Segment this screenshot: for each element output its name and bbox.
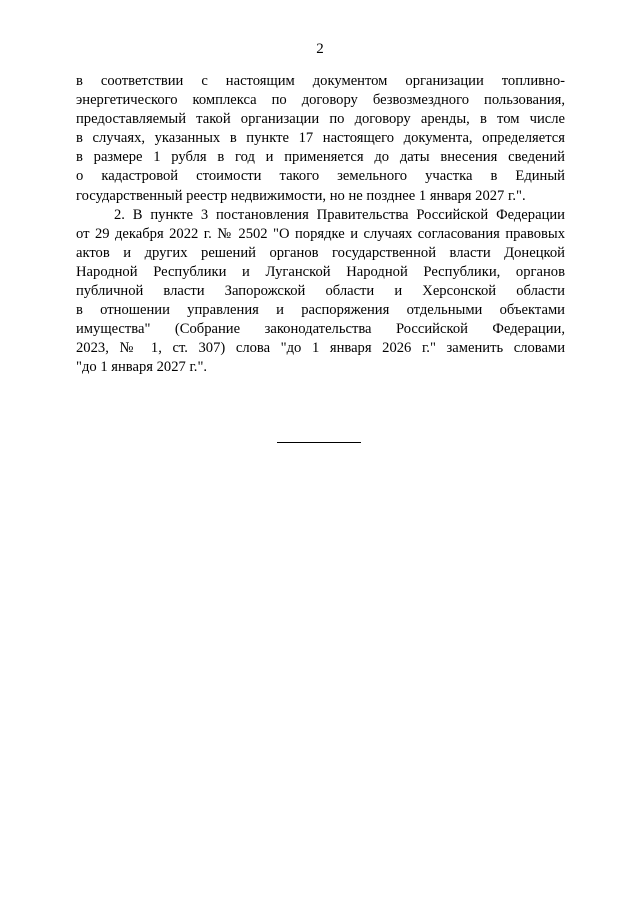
text-line: публичной власти Запорожской области и Херсонской области <box>76 283 565 300</box>
text-line: актов и других решений органов государственной власти Донецкой <box>76 244 565 261</box>
document-body <box>76 72 565 378</box>
text-line: в соответствии с настоящим документом организации топливно- <box>76 73 565 89</box>
text-line: в случаях, указанных в пункте 17 настоящего документа, определяется <box>76 130 565 147</box>
end-of-document-rule <box>277 442 361 443</box>
text-line: "до 1 января 2027 г.". <box>76 359 208 376</box>
text-line: от 29 декабря 2022 г. № 2502 "О порядке и случаях согласования правовых <box>76 225 565 242</box>
text-line: 2023, № 1, ст. 307) слова "до 1 января 2026 г." заменить словами <box>76 340 565 357</box>
text-line: государственный реестр недвижимости, но не позднее 1 января 2027 г.". <box>76 187 526 204</box>
text-line: предоставляемый такой организации по договору аренды, в том числе <box>76 111 565 128</box>
paragraph-item-2 <box>76 206 565 378</box>
text-line: энергетического комплекса по договору безвозмездного пользования, <box>76 92 565 109</box>
text-line: в отношении управления и распоряжения отдельными объектами <box>76 302 565 319</box>
page-number: 2 <box>316 41 324 57</box>
text-line: Народной Республики и Луганской Народной Республики, органов <box>76 263 565 280</box>
text-line: 2. В пункте 3 постановления Правительства Российской Федерации <box>114 206 565 223</box>
text-line: в размере 1 рубля в год и применяется до даты внесения сведений <box>76 149 565 166</box>
text-line: имущества" (Собрание законодательства Российской Федерации, <box>76 321 565 338</box>
text-line: о кадастровой стоимости такого земельного участка в Единый <box>76 168 565 185</box>
paragraph-continuation <box>76 72 565 206</box>
